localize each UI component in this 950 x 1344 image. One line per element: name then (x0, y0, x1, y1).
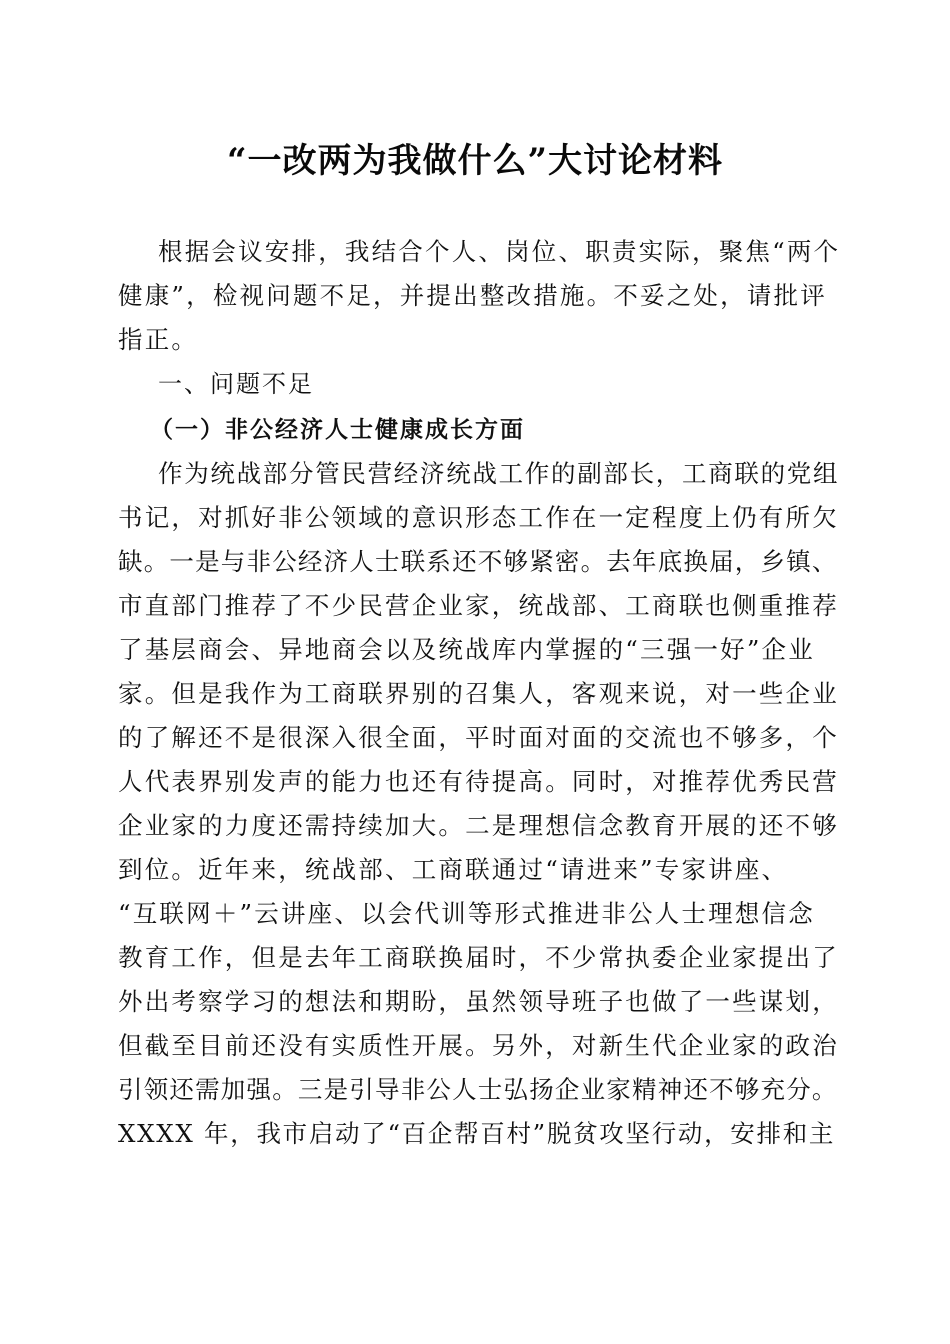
body-line-16: XXXX 年，我市启动了“百企帮百村”脱贫攻坚行动，安排和主 (118, 1119, 836, 1148)
body-line-3: 缺。一是与非公经济人士联系还不够紧密。去年底换届，乡镇、 (118, 547, 838, 576)
body-line-9: 企业家的力度还需持续加大。二是理想信念教育开展的还不够 (118, 811, 839, 840)
section-heading: 一、问题不足 (158, 370, 314, 398)
body-line-13: 外出考察学习的想法和期盼，虽然领导班子也做了一些谋划， (118, 987, 839, 1016)
intro-line-1: 根据会议安排，我结合个人、岗位、职责实际，聚焦“两个 (158, 237, 841, 266)
body-line-1: 作为统战部分管民营经济统战工作的副部长，工商联的党组 (158, 459, 840, 488)
subsection-heading: （一）非公经济人士健康成长方面 (150, 416, 525, 443)
body-line-12: 教育工作，但是去年工商联换届时，不少常执委企业家提出了 (118, 943, 839, 972)
document-title: “一改两为我做什么”大讨论材料 (226, 141, 724, 181)
body-line-5: 了基层商会、异地商会以及统战库内掌握的“三强一好”企业 (118, 635, 815, 664)
body-line-15: 引领还需加强。三是引导非公人士弘扬企业家精神还不够充分。 (118, 1075, 838, 1104)
body-line-10: 到位。近年来，统战部、工商联通过“请进来”专家讲座、 (118, 855, 789, 884)
body-line-6: 家。但是我作为工商联界别的召集人，客观来说，对一些企业 (118, 679, 839, 708)
intro-line-3: 指正。 (118, 325, 199, 354)
intro-line-2: 健康”，检视问题不足，并提出整改措施。不妥之处，请批评 (118, 281, 827, 310)
body-line-11: “互联网＋”云讲座、以会代训等形式推进非公人士理想信念 (118, 899, 815, 928)
body-line-4: 市直部门推荐了不少民营企业家，统战部、工商联也侧重推荐 (118, 591, 839, 620)
body-line-2: 书记，对抓好非公领域的意识形态工作在一定程度上仍有所欠 (118, 503, 839, 532)
body-line-7: 的了解还不是很深入很全面，平时面对面的交流也不够多，个 (118, 723, 839, 752)
body-line-8: 人代表界别发声的能力也还有待提高。同时，对推荐优秀民营 (118, 767, 839, 796)
body-line-14: 但截至目前还没有实质性开展。另外，对新生代企业家的政治 (118, 1031, 839, 1060)
